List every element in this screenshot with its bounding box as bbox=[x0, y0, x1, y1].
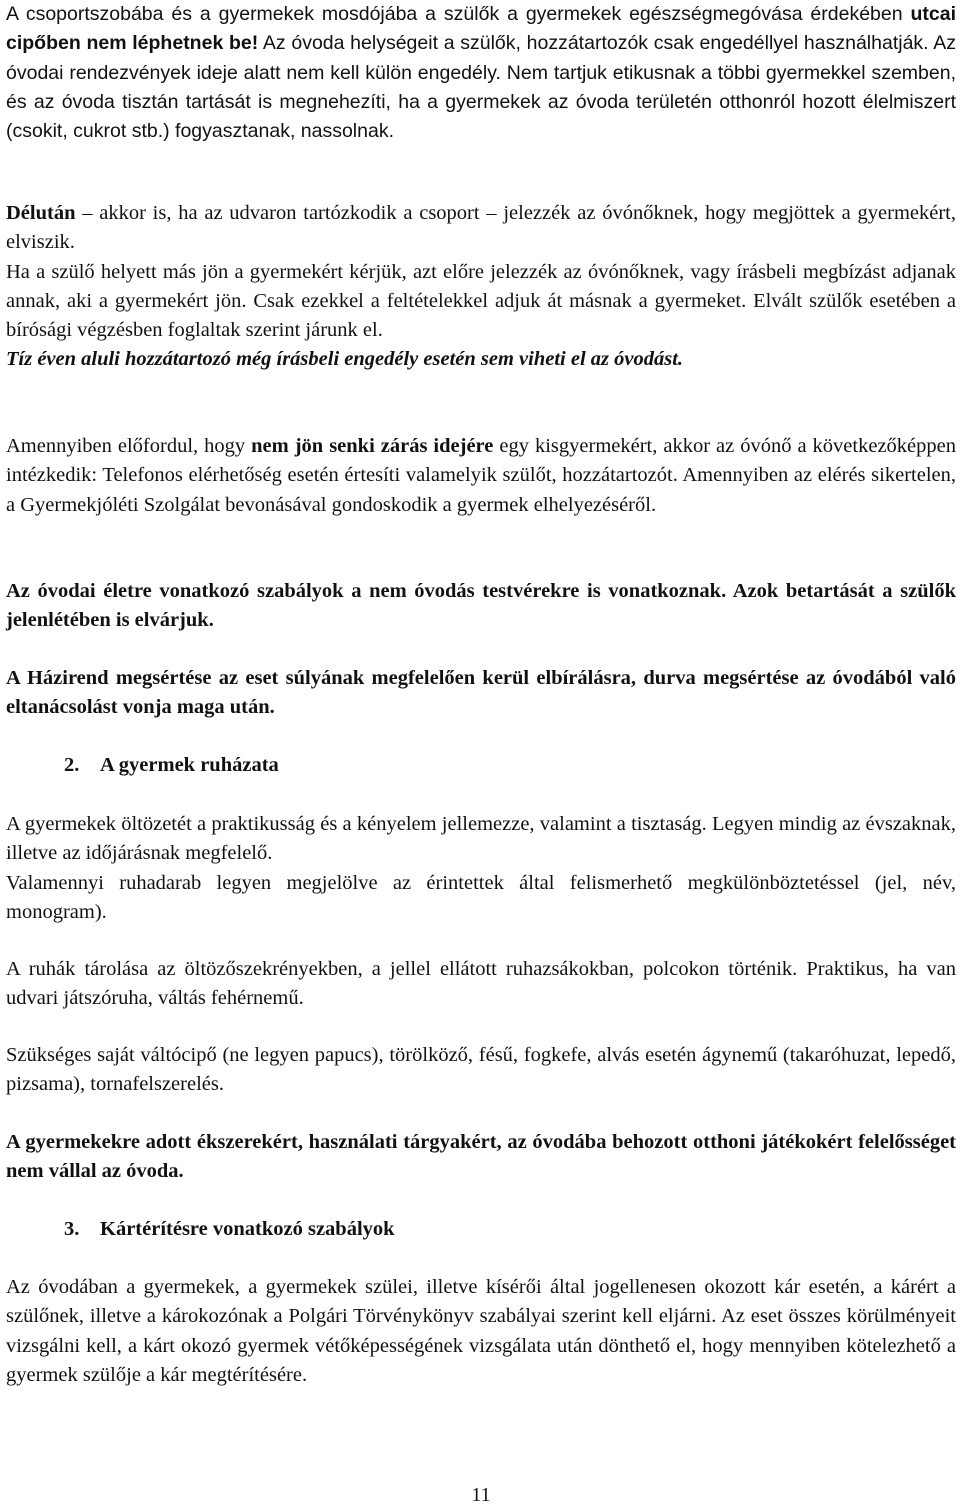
bold-text: nem jön senki zárás idejére bbox=[251, 435, 494, 457]
paragraph-under-ten: Tíz éven aluli hozzátartozó még írásbeli engedély esetén sem viheti el az óvodást. bbox=[6, 348, 684, 371]
paragraph-damages: Az óvodában a gyermekek, a gyermekek szülei, illetve kísérői által jogellenesen okozott kár esetén, a kárért a szülőnek, illetve a károkozónak a Polgári Törvénykönyv szabályai szerint kell eljárni. Az eset összes körülményeit vizsgálni kell, a kárt okozó gyermek vétőképességének vizsgálata után dönthető el, hogy mennyiben kötelezhető a gyermek szülője a kár megtérítésére. bbox=[6, 1276, 956, 1386]
paragraph-closing-time bbox=[6, 432, 956, 520]
document-page bbox=[6, 0, 956, 1509]
text: Az óvoda helységeit a szülők, hozzátartozók csak engedéllyel használhatják. Az óvodai rendezvények ideje alatt nem kell külön engedély. Nem tartjuk etikusnak a többi gyermekkel szemben, és az óvoda tisztán tartását is megnehezíti, ha a gyermekek az óvoda területén otthonról hozott élelmiszert (csokit, cukrot stb.) fogyasztanak, nassolnak. bbox=[6, 32, 956, 143]
paragraph-clothing: A gyermekek öltözetét a praktikusság és a kényelem jellemezze, valamint a tisztaság. Legyen mindig az évszaknak, illetve az időjárásnak megfelelő. bbox=[6, 813, 956, 865]
section-title: A gyermek ruházata bbox=[100, 754, 279, 776]
paragraph-shoes-rules bbox=[6, 0, 956, 146]
section-number: 3. bbox=[64, 1218, 80, 1240]
text: A csoportszobába és a gyermekek mosdójába a szülők a gyermekek egészségmegóvása érdekében bbox=[6, 3, 911, 25]
paragraph-afternoon bbox=[6, 199, 956, 258]
section-title: Kártérítésre vonatkozó szabályok bbox=[100, 1218, 395, 1240]
paragraph-violation: A Házirend megsértése az eset súlyának megfelelően kerül elbírálásra, durva megsértése az óvodából való eltanácsolást vonja maga után. bbox=[6, 667, 956, 719]
paragraph-jewelry: A gyermekekre adott ékszerekért, használati tárgyakért, az óvodába behozott otthoni játékokért felelősséget nem vállal az óvoda. bbox=[6, 1131, 956, 1183]
text: Amennyiben előfordul, hogy bbox=[6, 435, 252, 457]
paragraph-storage: A ruhák tárolása az öltözőszekrényekben, a jellel ellátott ruhazsákokban, polcokon történik. Praktikus, ha van udvari játszóruha, váltás fehérnemű. bbox=[6, 958, 956, 1010]
section-3-heading bbox=[64, 1215, 395, 1244]
bold-text: Délután bbox=[6, 202, 76, 224]
pickup-rules-block bbox=[6, 199, 956, 375]
section-number: 2. bbox=[64, 754, 80, 776]
paragraph-siblings: Az óvodai életre vonatkozó szabályok a nem óvodás testvérekre is vonatkoznak. Azok betartását a szülők jelenlétében is elvárjuk. bbox=[6, 580, 956, 632]
section-2-heading bbox=[64, 751, 279, 780]
paragraph-required-items: Szükséges saját váltócipő (ne legyen papucs), törölköző, fésű, fogkefe, alvás esetén ágynemű (takaróhuzat, lepedő, pizsama), tornafelszerelés. bbox=[6, 1044, 956, 1096]
page-number: 11 bbox=[471, 1484, 491, 1506]
text: egy kisgyermekért, akkor az óvónő a következőképpen intézkedik: Telefonos elérhetőség esetén értesíti valamelyik szülőt, hozzátartozót. Amennyiben az elérés sikertelen, a Gyermekjóléti Szolgálat bevonásával gondoskodik a gyermek elhelyezéséről. bbox=[6, 435, 956, 516]
text: – akkor is, ha az udvaron tartózkodik a csoport – jelezzék az óvónőknek, hogy megjöttek a gyermekért, elviszik. bbox=[6, 202, 956, 254]
paragraph-other-person: Ha a szülő helyett más jön a gyermekért kérjük, azt előre jelezzék az óvónőknek, vagy írásbeli megbízást adjanak annak, aki a gyermekért jön. Csak ezekkel a feltételekkel adjuk át másnak a gyermeket. Elvált szülők esetében a bírósági végzésben foglaltak szerint járunk el. bbox=[6, 260, 956, 342]
bold-text: utcai cipőben nem léphetnek be! bbox=[6, 3, 956, 55]
paragraph-marking: Valamennyi ruhadarab legyen megjelölve az érintettek által felismerhető megkülönböztetéssel (jel, név, monogram). bbox=[6, 871, 956, 923]
clothing-block bbox=[6, 810, 956, 927]
